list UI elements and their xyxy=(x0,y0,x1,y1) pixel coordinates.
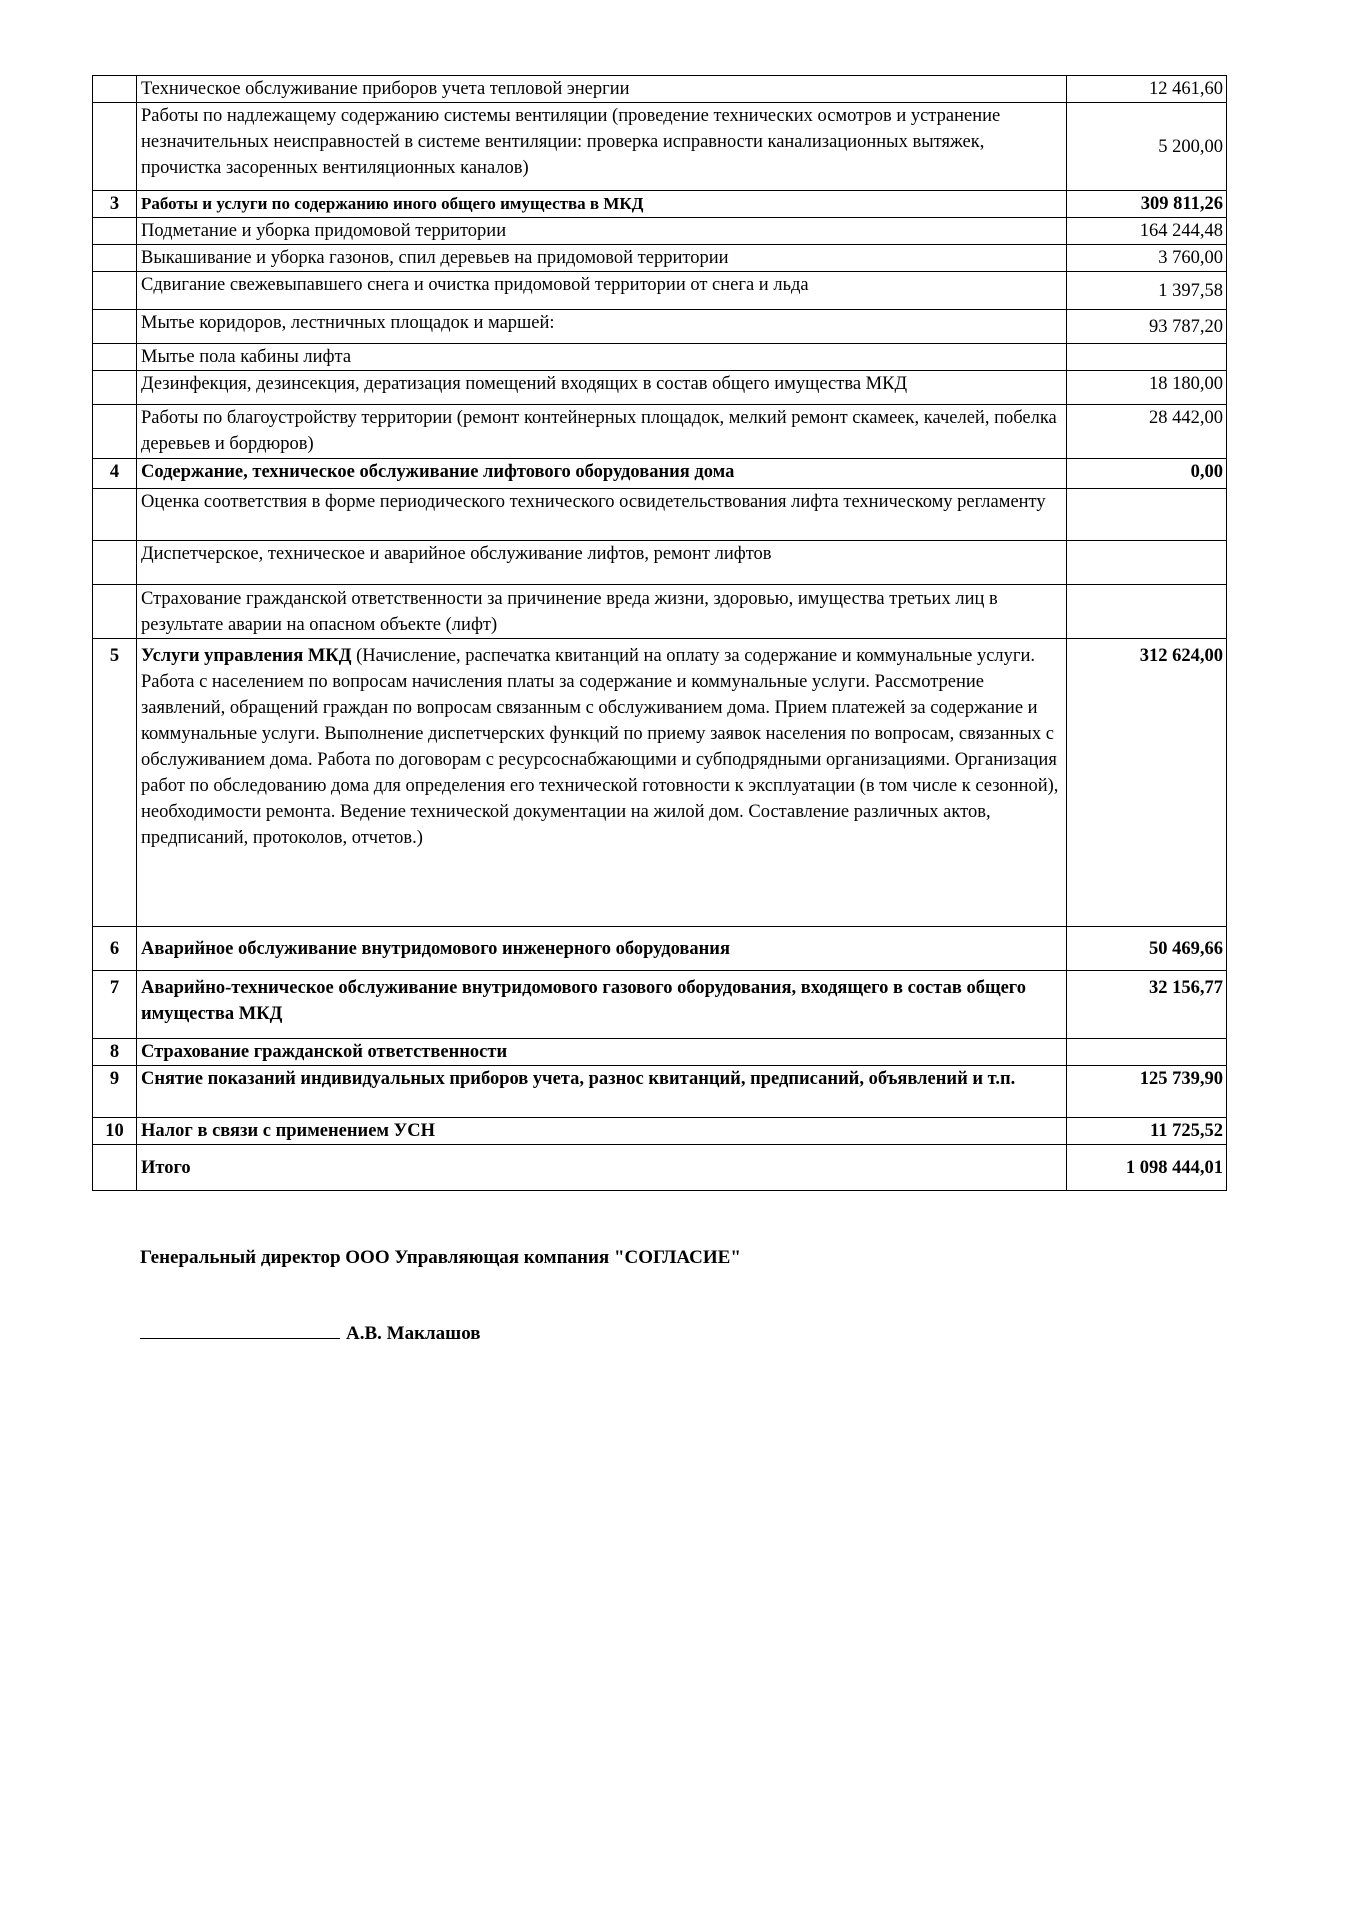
row-amount: 11 725,52 xyxy=(1067,1118,1227,1145)
signature-blank xyxy=(140,1318,340,1339)
row-number xyxy=(93,371,137,405)
row-description-text: (Начисление, распечатка квитанций на оплату за содержание и коммунальные услуги. Работа с населением по вопросам начисления платы за содержание и коммунальные услуги. Рассмотрение заявлений, обращений граждан по вопросам связанным с обслуживанием дома. Прием платежей за содержание и коммунальные услуги. Выполнение диспетчерских функций по приему заявок населения по вопросам, связанных с обслуживанием дома. Работа по договорам с ресурсоснабжающими и субподрядными организациями. Организация работ по обследованию дома для определения его технической готовности к эксплуатации (в том числе к сезонной), необходимости ремонта. Ведение технической документации на жилой дом. Составление различных актов, предписаний, протоколов, отчетов.) xyxy=(141,646,1059,848)
table-row xyxy=(93,310,1227,344)
services-cost-table xyxy=(92,75,1227,1191)
total-amount: 1 098 444,01 xyxy=(1067,1145,1227,1191)
row-description: Налог в связи с применением УСН xyxy=(137,1118,1067,1145)
row-number xyxy=(93,76,137,103)
table-row xyxy=(93,971,1227,1039)
row-number xyxy=(93,1145,137,1191)
row-number xyxy=(93,218,137,245)
table-row xyxy=(93,344,1227,371)
table-row xyxy=(93,585,1227,639)
row-amount: 164 244,48 xyxy=(1067,218,1227,245)
row-number xyxy=(93,489,137,541)
row-amount: 32 156,77 xyxy=(1067,971,1227,1039)
row-number: 3 xyxy=(93,191,137,218)
row-description: Дезинфекция, дезинсекция, дератизация помещений входящих в состав общего имущества МКД xyxy=(137,371,1067,405)
row-number: 6 xyxy=(93,927,137,971)
row-number: 9 xyxy=(93,1066,137,1118)
row-description: Аварийно-техническое обслуживание внутридомового газового оборудования, входящего в состав общего имущества МКД xyxy=(137,971,1067,1039)
row-number xyxy=(93,272,137,310)
row-number xyxy=(93,405,137,459)
row-description: Оценка соответствия в форме периодического технического освидетельствования лифта техническому регламенту xyxy=(137,489,1067,541)
row-number xyxy=(93,585,137,639)
row-number: 10 xyxy=(93,1118,137,1145)
row-amount xyxy=(1067,585,1227,639)
table-row xyxy=(93,405,1227,459)
row-amount: 93 787,20 xyxy=(1067,310,1227,344)
table-row xyxy=(93,639,1227,927)
row-amount: 3 760,00 xyxy=(1067,245,1227,272)
row-amount xyxy=(1067,489,1227,541)
table-row xyxy=(93,489,1227,541)
row-description: Диспетчерское, техническое и аварийное обслуживание лифтов, ремонт лифтов xyxy=(137,541,1067,585)
total-row xyxy=(93,1145,1227,1191)
signature-line xyxy=(140,1318,481,1345)
table-row xyxy=(93,245,1227,272)
row-number: 4 xyxy=(93,459,137,489)
row-description: Страхование гражданской ответственности xyxy=(137,1039,1067,1066)
row-amount: 312 624,00 xyxy=(1067,639,1227,927)
table-row xyxy=(93,272,1227,310)
row-amount: 5 200,00 xyxy=(1067,103,1227,191)
row-amount: 309 811,26 xyxy=(1067,191,1227,218)
row-description: Работы по благоустройству территории (ремонт контейнерных площадок, мелкий ремонт скамеек, качелей, побелка деревьев и бордюров) xyxy=(137,405,1067,459)
row-number xyxy=(93,541,137,585)
row-number: 5 xyxy=(93,639,137,927)
row-description-heading: Услуги управления МКД xyxy=(141,646,352,666)
row-description: Выкашивание и уборка газонов, спил деревьев на придомовой территории xyxy=(137,245,1067,272)
row-description: Мытье пола кабины лифта xyxy=(137,344,1067,371)
row-number xyxy=(93,310,137,344)
row-number xyxy=(93,245,137,272)
row-amount: 125 739,90 xyxy=(1067,1066,1227,1118)
row-description: Работы и услуги по содержанию иного общего имущества в МКД xyxy=(137,191,1067,218)
row-number xyxy=(93,344,137,371)
row-description: Содержание, техническое обслуживание лифтового оборудования дома xyxy=(137,459,1067,489)
signature-name: А.В. Маклашов xyxy=(346,1323,481,1344)
table-row xyxy=(93,371,1227,405)
row-description: Снятие показаний индивидуальных приборов учета, разнос квитанций, предписаний, объявлений и т.п. xyxy=(137,1066,1067,1118)
row-amount: 18 180,00 xyxy=(1067,371,1227,405)
row-description: Работы по надлежащему содержанию системы вентиляции (проведение технических осмотров и устранение незначительных неисправностей в системе вентиляции: проверка исправности канализационных вытяжек, прочистка засоренных вентиляционных каналов) xyxy=(137,103,1067,191)
row-number xyxy=(93,103,137,191)
table-row xyxy=(93,459,1227,489)
table-row xyxy=(93,76,1227,103)
table-row xyxy=(93,1066,1227,1118)
row-description: Страхование гражданской ответственности за причинение вреда жизни, здоровью, имущества третьих лиц в результате аварии на опасном объекте (лифт) xyxy=(137,585,1067,639)
row-number: 8 xyxy=(93,1039,137,1066)
row-amount xyxy=(1067,1039,1227,1066)
row-description: Аварийное обслуживание внутридомового инженерного оборудования xyxy=(137,927,1067,971)
row-description: Мытье коридоров, лестничных площадок и маршей: xyxy=(137,310,1067,344)
table-row xyxy=(93,1039,1227,1066)
table-row xyxy=(93,103,1227,191)
row-amount: 12 461,60 xyxy=(1067,76,1227,103)
row-amount: 1 397,58 xyxy=(1067,272,1227,310)
table-row xyxy=(93,218,1227,245)
table-row xyxy=(93,927,1227,971)
row-amount: 28 442,00 xyxy=(1067,405,1227,459)
row-description: Техническое обслуживание приборов учета тепловой энергии xyxy=(137,76,1067,103)
director-title: Генеральный директор ООО Управляющая компания "СОГЛАСИЕ" xyxy=(140,1247,741,1268)
total-label: Итого xyxy=(137,1145,1067,1191)
table-row xyxy=(93,191,1227,218)
table-row xyxy=(93,1118,1227,1145)
row-amount xyxy=(1067,541,1227,585)
row-description xyxy=(137,639,1067,927)
row-description: Сдвигание свежевыпавшего снега и очистка придомовой территории от снега и льда xyxy=(137,272,1067,310)
row-amount: 0,00 xyxy=(1067,459,1227,489)
row-amount xyxy=(1067,344,1227,371)
table-row xyxy=(93,541,1227,585)
row-amount: 50 469,66 xyxy=(1067,927,1227,971)
row-number: 7 xyxy=(93,971,137,1039)
row-description: Подметание и уборка придомовой территории xyxy=(137,218,1067,245)
